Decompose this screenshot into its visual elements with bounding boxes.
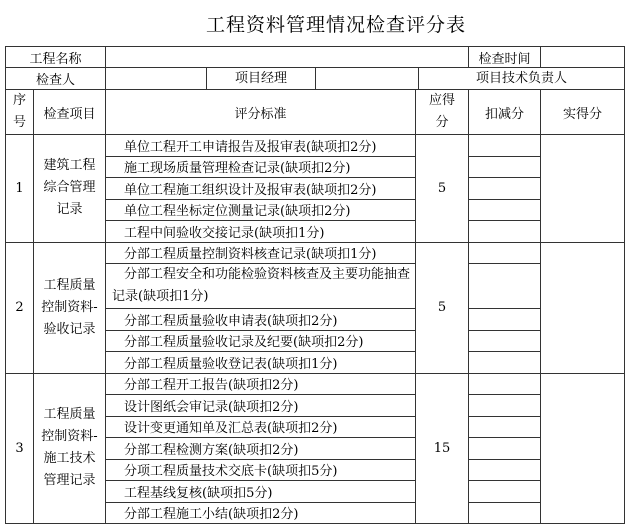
criteria-cell: 设计图纸会审记录(缺项扣2分) — [106, 395, 416, 417]
deduction-input-cell[interactable] — [469, 416, 541, 438]
column-header-row — [6, 90, 625, 135]
deduction-input-cell[interactable] — [469, 264, 541, 309]
inspector-value[interactable] — [106, 68, 207, 89]
col-seq: 序号 — [6, 90, 34, 135]
deduction-input-cell[interactable] — [469, 438, 541, 460]
inspector-label: 检查人 — [6, 68, 106, 90]
tech-lead-label: 项目技术负责人 — [476, 71, 568, 86]
criteria-cell: 分部工程开工报告(缺项扣2分) — [106, 373, 416, 395]
should-score-cell: 5 — [416, 242, 469, 373]
col-actual: 实得分 — [541, 90, 625, 135]
deduction-input-cell[interactable] — [469, 242, 541, 264]
actual-score-cell[interactable] — [541, 135, 625, 243]
should-score-cell: 15 — [416, 373, 469, 524]
seq-cell: 1 — [6, 135, 34, 243]
criteria-cell: 单位工程施工组织设计及报审表(缺项扣2分) — [106, 178, 416, 200]
criteria-row — [6, 373, 625, 395]
deduction-input-cell[interactable] — [469, 309, 541, 331]
criteria-row — [6, 135, 625, 157]
deduction-input-cell[interactable] — [469, 481, 541, 503]
criteria-row — [6, 242, 625, 264]
criteria-cell: 分部工程施工小结(缺项扣2分) — [106, 502, 416, 524]
criteria-cell: 单位工程开工申请报告及报审表(缺项扣2分) — [106, 135, 416, 157]
criteria-cell: 分部工程质量验收申请表(缺项扣2分) — [106, 309, 416, 331]
check-time-label: 检查时间 — [469, 47, 541, 68]
criteria-cell: 施工现场质量管理检查记录(缺项扣2分) — [106, 156, 416, 178]
criteria-cell: 分部工程安全和功能检验资料核查及主要功能抽查记录(缺项扣1分) — [106, 264, 416, 309]
check-item-cell: 建筑工程综合管理记录 — [34, 135, 106, 243]
page-title: 工程资料管理情况检查评分表 — [205, 14, 466, 36]
score-table — [5, 46, 625, 524]
should-score-cell: 5 — [416, 135, 469, 243]
actual-score-cell[interactable] — [541, 242, 625, 373]
criteria-cell: 分部工程质量验收记录及纪要(缺项扣2分) — [106, 330, 416, 352]
criteria-cell: 分部工程质量控制资料核查记录(缺项扣1分) — [106, 242, 416, 264]
col-item: 检查项目 — [34, 90, 106, 135]
col-deduction: 扣减分 — [469, 90, 541, 135]
actual-score-cell[interactable] — [541, 373, 625, 524]
deduction-input-cell[interactable] — [469, 221, 541, 243]
check-item-cell: 工程质量控制资料-验收记录 — [34, 242, 106, 373]
project-name-value[interactable] — [106, 47, 469, 68]
check-time-value[interactable] — [541, 47, 625, 68]
project-manager-value[interactable] — [316, 68, 419, 89]
criteria-cell: 分项工程质量技术交底卡(缺项扣5分) — [106, 459, 416, 481]
seq-cell: 2 — [6, 242, 34, 373]
deduction-input-cell[interactable] — [469, 135, 541, 157]
deduction-input-cell[interactable] — [469, 330, 541, 352]
deduction-input-cell[interactable] — [469, 459, 541, 481]
deduction-input-cell[interactable] — [469, 395, 541, 417]
check-item-cell: 工程质量控制资料-施工技术管理记录 — [34, 373, 106, 524]
deduction-input-cell[interactable] — [469, 352, 541, 374]
col-should-score: 应得分 — [416, 90, 469, 135]
header-row-inspector — [6, 68, 625, 90]
seq-cell: 3 — [6, 373, 34, 524]
deduction-input-cell[interactable] — [469, 502, 541, 524]
criteria-cell: 分部工程质量验收登记表(缺项扣1分) — [106, 352, 416, 374]
project-manager-label: 项目经理 — [207, 68, 316, 89]
project-name-label: 工程名称 — [6, 47, 106, 68]
deduction-input-cell[interactable] — [469, 373, 541, 395]
criteria-cell: 工程中间验收交接记录(缺项扣1分) — [106, 221, 416, 243]
header-row-project — [6, 47, 625, 68]
criteria-cell: 分部工程检测方案(缺项扣2分) — [106, 438, 416, 460]
deduction-input-cell[interactable] — [469, 178, 541, 200]
criteria-cell: 设计变更通知单及汇总表(缺项扣2分) — [106, 416, 416, 438]
deduction-input-cell[interactable] — [469, 156, 541, 178]
deduction-input-cell[interactable] — [469, 199, 541, 221]
col-criteria: 评分标准 — [106, 90, 416, 135]
criteria-cell: 单位工程坐标定位测量记录(缺项扣2分) — [106, 199, 416, 221]
criteria-cell: 工程基线复核(缺项扣5分) — [106, 481, 416, 503]
